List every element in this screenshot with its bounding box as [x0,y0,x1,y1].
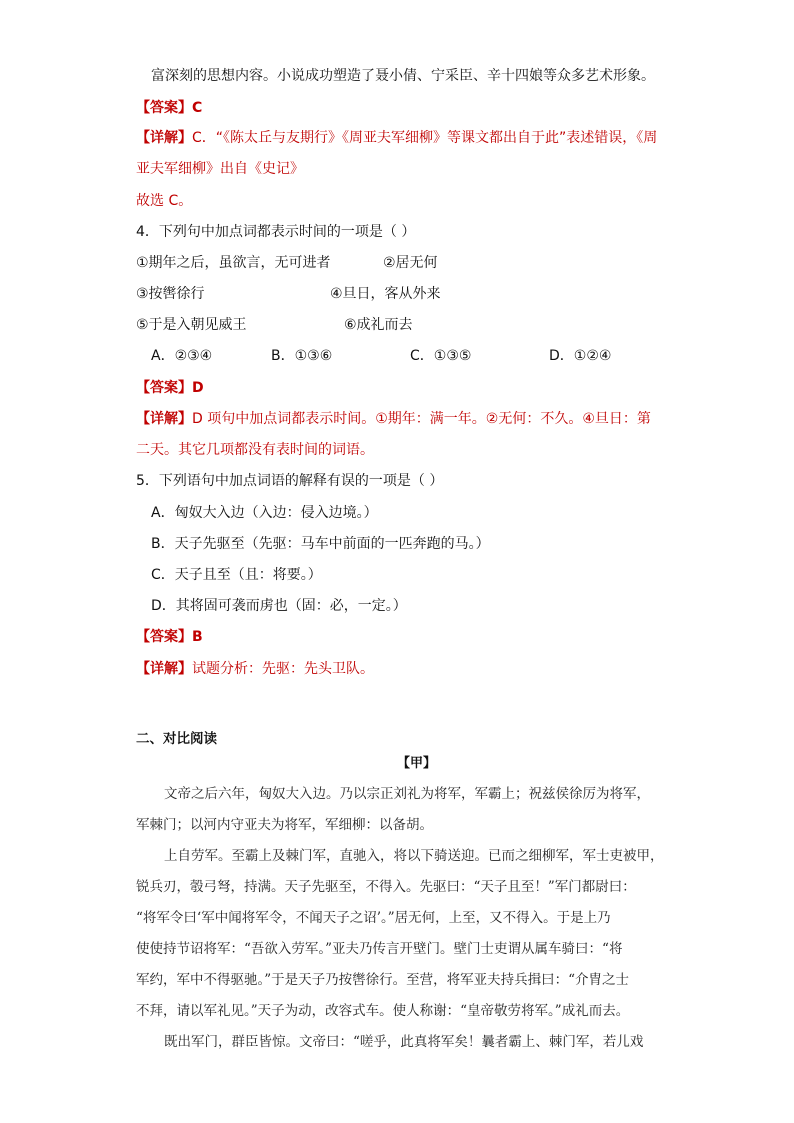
q5-option-d: D．其将固可袭而虏也（固：必，一定。） [151,598,407,614]
passage-line: 文帝之后六年，匈奴大入边。乃以宗正刘礼为将军，军霸上；祝兹侯徐厉为将军， [164,786,650,802]
q4-option-a: A．②③④ [151,348,213,364]
q4-item-1: ①期年之后，虽欲言，无可进者 [136,255,331,271]
q3-answer [136,98,202,118]
detail-label: 【详解】 [136,411,192,427]
q5-stem: 5．下列语句中加点词语的解释有误的一项是（ ） [136,473,444,489]
passage-line: 锐兵刃，彀弓弩，持满。天子先驱至，不得入。先驱曰：“天子且至！”军门都尉曰： [136,879,636,895]
continuation-line: 富深刻的思想内容。小说成功塑造了聂小倩、宁采臣、辛十四娘等众多艺术形象。 [151,68,655,84]
q4-item-6: ⑥成礼而去 [344,317,413,333]
passage-line: 军约，军中不得驱驰。”于是天子乃按辔徐行。至营，将军亚夫持兵揖曰：“介胄之士 [136,972,630,988]
passage-line: 既出军门，群臣皆惊。文帝曰：“嗟乎，此真将军矣！曩者霸上、棘门军，若儿戏 [164,1034,644,1050]
detail-label: 【详解】 [136,661,192,677]
passage-line: 上自劳军。至霸上及棘门军，直驰入，将以下骑送迎。已而之细柳军，军士吏被甲， [164,848,664,864]
detail-label: 【详解】 [136,130,192,146]
passage-line: “将军令曰‘军中闻将军令，不闻天子之诏’。”居无何，上至，又不得入。于是上乃 [136,910,611,926]
q4-option-c: C．①③⑤ [410,348,472,364]
passage-line: 使使持节诏将军：“吾欲入劳军。”亚夫乃传言开壁门。壁门士吏谓从属车骑曰：“将 [136,941,623,957]
passage-line: 军棘门；以河内守亚夫为将军，军细柳：以备胡。 [136,817,433,833]
passage-line: 不拜，请以军礼见。”天子为动，改容式车。使人称谢：“皇帝敬劳将军。”成礼而去。 [136,1003,630,1019]
q3-detail-line-1 [136,128,657,148]
passage-title: 【甲】 [397,756,437,771]
q3-detail-line-2: 亚夫军细柳》出自《史记》 [136,161,304,177]
answer-label: 【答案】 [136,380,192,396]
section-title: 二、对比阅读 [136,731,217,747]
detail-text: 试题分析：先驱：先头卫队。 [192,661,374,677]
q5-option-a: A．匈奴大入边（入边：侵入边境。） [151,505,378,521]
q4-option-d: D．①②④ [549,348,612,364]
q4-item-2: ②居无何 [383,255,438,271]
q3-conclusion: 故选 C。 [136,193,193,209]
q4-answer [136,378,204,398]
q4-stem: 4．下列句中加点词都表示时间的一项是（ ） [136,224,416,240]
answer-value: D [192,380,204,396]
answer-label: 【答案】 [136,629,192,645]
answer-value: C [192,100,203,116]
q4-item-5: ⑤于是入朝见威王 [136,317,247,333]
q4-item-4: ④旦日，客从外来 [330,286,441,302]
q4-detail-line-1 [136,409,651,429]
q5-option-c: C．天子且至（且：将要。） [151,567,322,583]
q5-option-b: B．天子先驱至（先驱：马车中前面的一匹奔跑的马。） [151,536,490,552]
q4-item-3: ③按辔徐行 [136,286,205,302]
detail-text: D 项句中加点词都表示时间。①期年：满一年。②无何：不久。④旦日：第 [192,411,651,427]
q4-option-b: B．①③⑥ [271,348,333,364]
answer-label: 【答案】 [136,100,192,116]
answer-value: B [192,629,203,645]
q4-detail-line-2: 二天。其它几项都没有表时间的词语。 [136,442,374,458]
q5-answer [136,627,203,647]
detail-text: C．“《陈太丘与友期行》《周亚夫军细柳》等课文都出自于此”表述错误，《周 [192,130,658,146]
q5-detail [136,659,374,679]
